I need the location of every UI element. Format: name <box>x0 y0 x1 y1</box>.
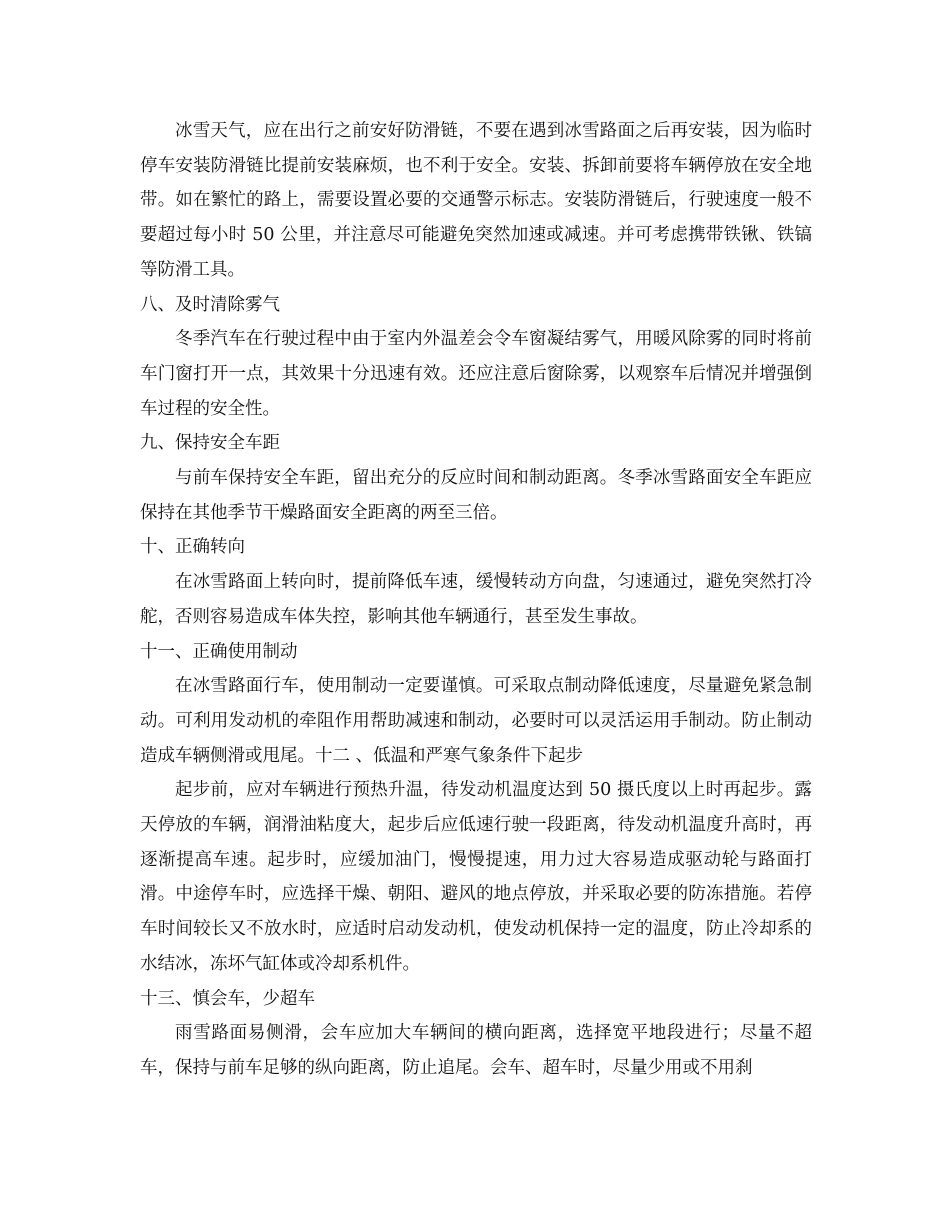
paragraph-clear-fog: 冬季汽车在行驶过程中由于室内外温差会令车窗凝结雾气，用暖风除雾的同时将前车门窗打开一点，其效果十分迅速有效。还应注意后窗除雾，以观察车后情况并增强倒车过程的安全性。 <box>140 329 812 419</box>
paragraph-correct-steering: 在冰雪路面上转向时，提前降低车速，缓慢转动方向盘，匀速通过，避免突然打冷舵，否则容易造成车体失控，影响其他车辆通行，甚至发生事故。 <box>140 572 812 627</box>
paragraph-snow-chains: 冰雪天气，应在出行之前安好防滑链，不要在遇到冰雪路面之后再安装，因为临时停车安装防滑链比提前安装麻烦，也不利于安全。安装、拆卸前要将车辆停放在安全地带。如在繁忙的路上，需要设置必要的交通警示标志。安装防滑链后，行驶速度一般不要超过每小时 50 公里，并注意尽可能避免突然加速或减速。并可考虑携带铁锹、铁镐等防滑工具。 <box>140 121 812 280</box>
heading-correct-braking: 十一、正确使用制动 <box>140 641 298 662</box>
document-page <box>140 114 812 1086</box>
heading-meeting-overtaking: 十三、慎会车，少超车 <box>140 988 315 1009</box>
paragraph-meeting-overtaking: 雨雪路面易侧滑，会车应加大车辆间的横向距离，选择宽平地段进行；尽量不超车，保持与前车足够的纵向距离，防止追尾。会车、超车时，尽量少用或不用刹 <box>140 1023 812 1078</box>
paragraph-safe-distance: 与前车保持安全车距，留出充分的反应时间和制动距离。冬季冰雪路面安全车距应保持在其他季节干燥路面安全距离的两至三倍。 <box>140 468 812 523</box>
heading-correct-steering: 十、正确转向 <box>140 537 245 558</box>
paragraph-cold-start: 起步前，应对车辆进行预热升温，待发动机温度达到 50 摄氏度以上时再起步。露天停放的车辆，润滑油粘度大，起步后应低速行驶一段距离，待发动机温度升高时，再逐渐提高车速。起步时，应缓加油门，慢慢提速，用力过大容易造成驱动轮与路面打滑。中途停车时，应选择干燥、朝阳、避风的地点停放，并采取必要的防冻措施。若停车时间较长又不放水时，应适时启动发动机，使发动机保持一定的温度，防止冷却系的水结冰，冻坏气缸体或冷却系机件。 <box>140 780 812 974</box>
heading-clear-fog: 八、及时清除雾气 <box>140 294 280 315</box>
paragraph-correct-braking: 在冰雪路面行车，使用制动一定要谨慎。可采取点制动降低速度，尽量避免紧急制动。可利用发动机的牵阻作用帮助减速和制动，必要时可以灵活运用手制动。防止制动造成车辆侧滑或甩尾。十二 、低温和严寒气象条件下起步 <box>140 676 812 766</box>
heading-safe-distance: 九、保持安全车距 <box>140 433 280 454</box>
